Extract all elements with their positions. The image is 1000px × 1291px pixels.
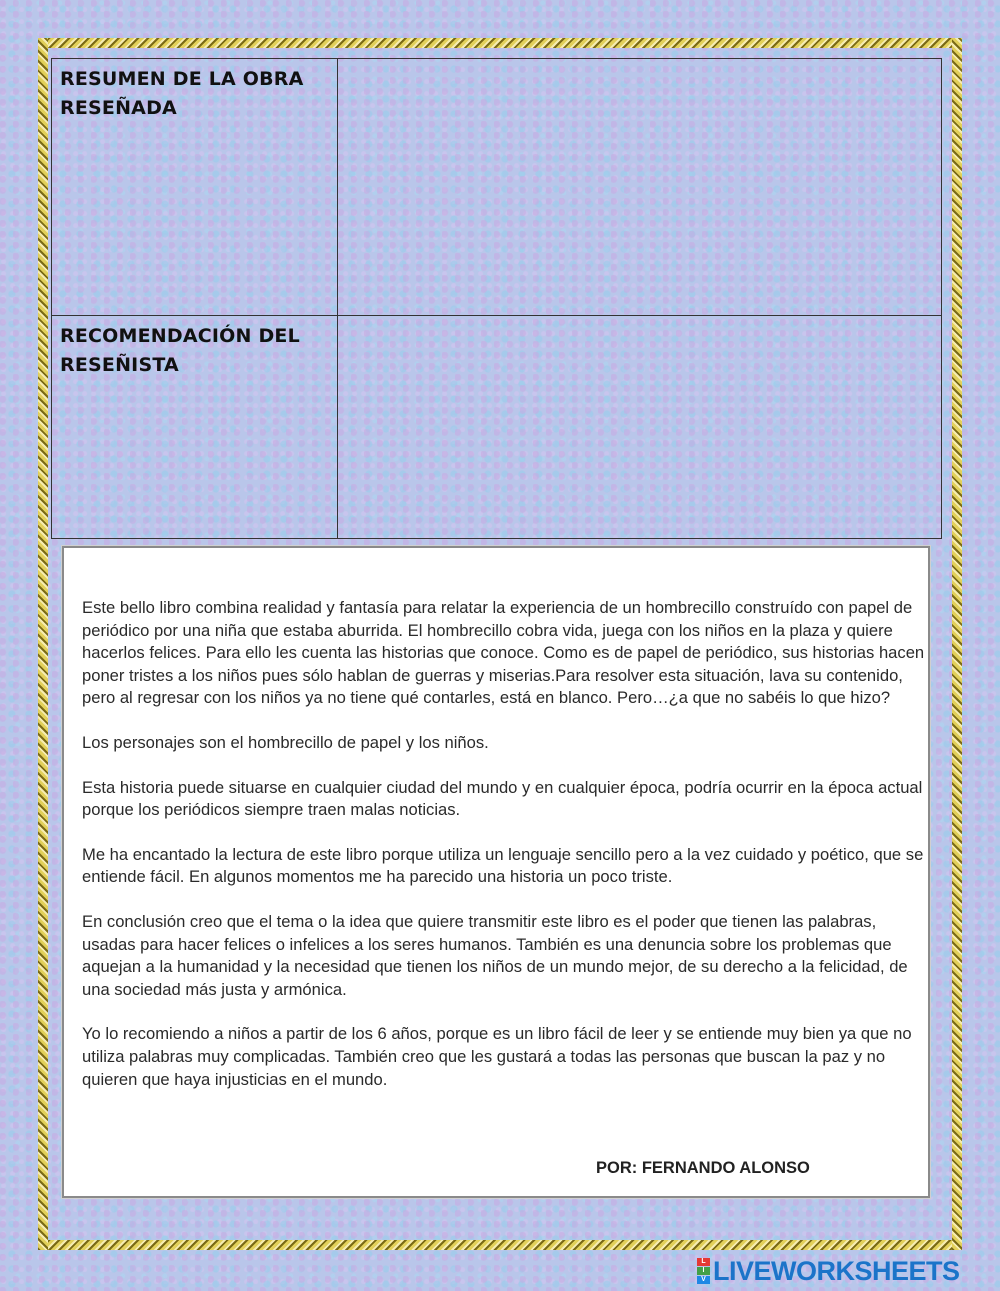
summary-label: RESUMEN DE LA OBRA RESEÑADA [60,68,304,119]
rope-border-bottom [38,1240,962,1250]
review-body [82,597,928,1113]
rope-border-right [952,38,962,1250]
review-paragraph: Yo lo recomiendo a niños a partir de los 6 años, porque es un libro fácil de leer y se entiende muy bien ya que no utiliza palabras muy complicadas. También creo que les gustará a todas las personas que buscan la paz y no quieren que haya injusticias en el mundo. [82,1024,912,1089]
rope-border-left [38,38,48,1250]
logo-letter: I [697,1267,710,1275]
form-row-summary [52,59,942,316]
review-paragraph: Los personajes son el hombrecillo de papel y los niños. [82,732,489,752]
liveworksheets-brand [697,1256,960,1286]
review-author: POR: FERNANDO ALONSO [596,1159,810,1177]
review-paragraph: Esta historia puede situarse en cualquier ciudad del mundo y en cualquier época, podría ocurrir en la época actual porque los periódicos siempre traen malas noticias. [82,777,923,820]
logo-letter: L [697,1258,710,1266]
summary-label-cell [52,59,338,316]
review-paragraph: Este bello libro combina realidad y fantasía para relatar la experiencia de un hombrecillo construído con papel de periódico por una niña que estaba aburrida. El hombrecillo cobra vida, juega con los niños en la plaza y quiere hacerlos felices. Para ello les cuenta las historias que conoce. Como es de papel de periódico, sus historias hacen poner tristes a los niños pues sólo hablan de guerras y miserias.Para resolver esta situación, lava su contenido, pero al regresar con los niños ya no tiene qué contarles, está en blanco. Pero…¿a que no sabéis lo que hizo? [82,598,925,708]
rope-border-top [38,38,962,48]
review-paragraph: Me ha encantado la lectura de este libro porque utiliza un lenguaje sencillo pero a la vez cuidado y poético, que se entiende fácil. En algunos momentos me ha parecido una historia un poco triste. [82,844,924,887]
review-text-box [62,546,930,1198]
form-row-recommendation [52,316,942,539]
recommendation-label-cell [52,316,338,539]
recommendation-answer-field[interactable] [338,316,942,539]
recommendation-label: RECOMENDACIÓN DEL RESEÑISTA [60,325,300,376]
review-form-table [51,58,942,539]
logo-letter: V [697,1276,710,1284]
review-paragraph: En conclusión creo que el tema o la idea que quiere transmitir este libro es el poder que tienen las palabras, usadas para hacer felices o infelices a los seres humanos. También es una denuncia sobre los problemas que aquejan a la humanidad y la necesidad que tienen los niños de un mundo mejor, de su derecho a la felicidad, de una sociedad más justa y armónica. [82,911,908,999]
brand-name: LIVEWORKSHEETS [713,1255,960,1286]
summary-answer-field[interactable] [338,59,942,316]
live-logo-icon [697,1258,710,1285]
